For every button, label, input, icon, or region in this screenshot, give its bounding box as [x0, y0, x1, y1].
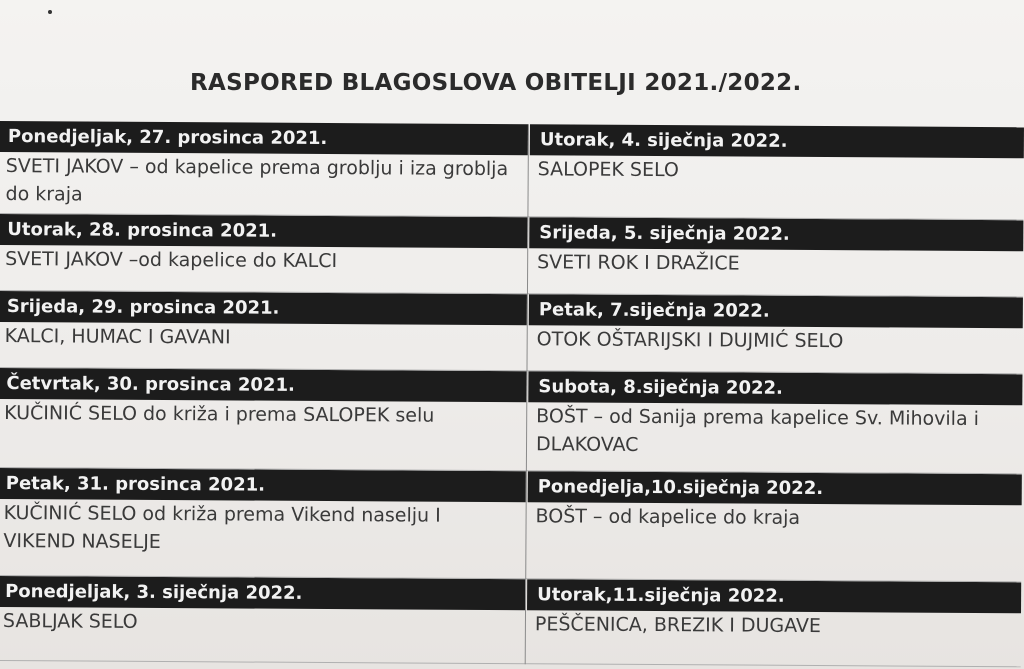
- date-header: Srijeda, 5. siječnja 2022.: [529, 217, 1023, 251]
- location-cell: KALCI, HUMAC I GAVANI: [4, 325, 231, 349]
- schedule-row: [0, 121, 1024, 220]
- date-header: Petak, 7.siječnja 2022.: [529, 294, 1023, 328]
- date-header: Ponedjeljak, 3. siječnja 2022.: [0, 576, 525, 610]
- schedule-row: [0, 214, 1023, 297]
- location-cell: SVETI ROK I DRAŽICE: [537, 251, 740, 275]
- location-cell: BOŠT – od kapelice do kraja: [535, 505, 801, 529]
- schedule-row: [0, 291, 1023, 374]
- location-cell: SABLJAK SELO: [2, 610, 138, 633]
- location-cell: SVETI JAKOV – od kapelice prema groblju i iza groblja do kraja: [5, 155, 509, 206]
- date-header: Četvrtak, 30. prosinca 2021.: [0, 368, 526, 402]
- date-header: Utorak, 28. prosinca 2021.: [0, 214, 527, 248]
- location-cell: KUČINIĆ SELO od križa prema Vikend naselju I VIKEND NASELJE: [3, 502, 441, 553]
- location-cell: KUČINIĆ SELO do križa i prema SALOPEK selu: [4, 402, 435, 427]
- schedule-row: [0, 576, 1021, 667]
- date-header: Srijeda, 29. prosinca 2021.: [0, 291, 527, 325]
- schedule-table: [0, 121, 1024, 667]
- date-header: Petak, 31. prosinca 2021.: [0, 468, 526, 502]
- page-title: RASPORED BLAGOSLOVA OBITELJI 2021./2022.: [190, 70, 802, 96]
- date-header: Ponedjeljak, 27. prosinca 2021.: [0, 121, 528, 155]
- date-header: Subota, 8.siječnja 2022.: [528, 371, 1022, 405]
- location-cell: BOŠT – od Sanija prema kapelice Sv. Mihovila i DLAKOVAC: [535, 405, 980, 456]
- location-cell: OTOK OŠTARIJSKI I DUJMIĆ SELO: [536, 328, 844, 353]
- ink-dot: [48, 10, 52, 14]
- date-header: Ponedjelja,10.siječnja 2022.: [528, 471, 1022, 505]
- location-cell: SALOPEK SELO: [537, 158, 679, 182]
- schedule-row: [0, 368, 1022, 474]
- location-cell: SVETI JAKOV –od kapelice do KALCI: [5, 248, 338, 273]
- date-header: Utorak, 4. siječnja 2022.: [530, 124, 1024, 158]
- date-header: Utorak,11.siječnja 2022.: [527, 579, 1021, 613]
- location-cell: PEŠČENICA, BREZIK I DUGAVE: [534, 613, 822, 638]
- schedule-row: [0, 468, 1022, 582]
